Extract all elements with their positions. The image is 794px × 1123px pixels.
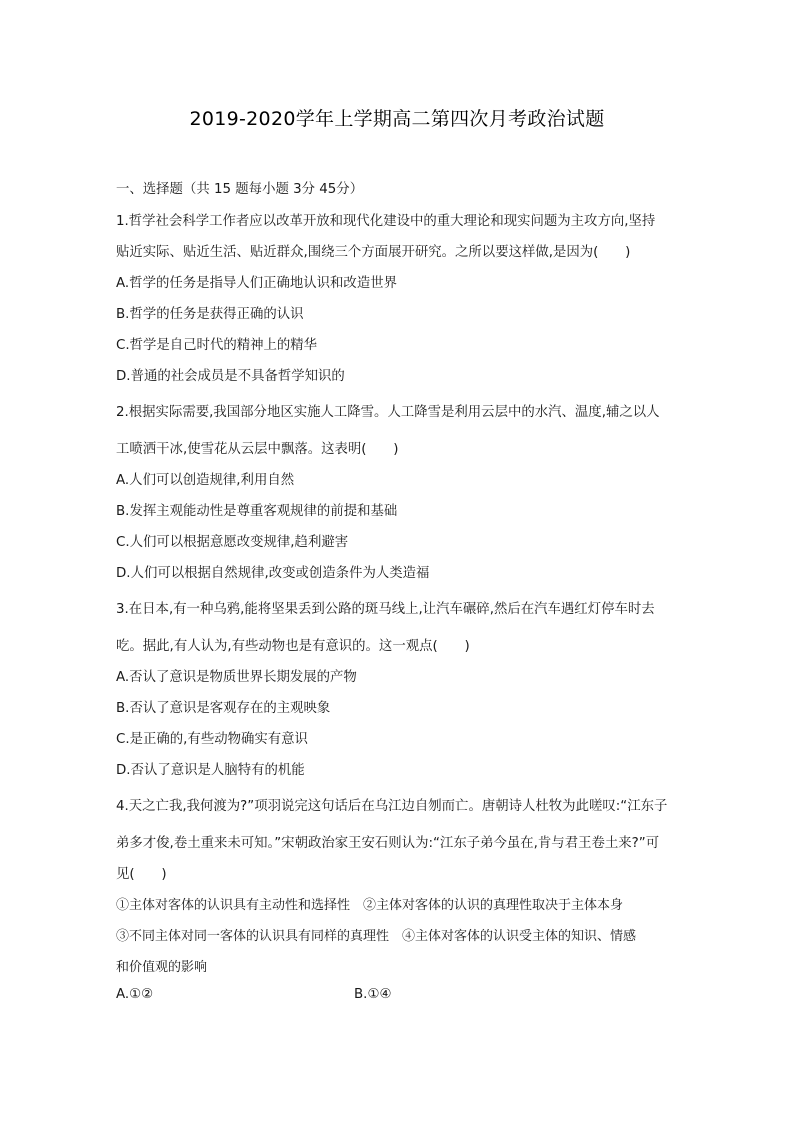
- question-2-stem-line-1: 2.根据实际需要,我国部分地区实施人工降雪。人工降雪是利用云层中的水汽、温度,辅之以人: [116, 405, 660, 420]
- question-3-stem-line-2: 吃。据此,有人认为,有些动物也是有意识的。这一观点( ): [116, 639, 470, 654]
- question-1-stem-line-1: 1.哲学社会科学工作者应以改革开放和现代化建设中的重大理论和现实问题为主攻方向,坚持: [116, 214, 656, 229]
- question-2-option-a: A.人们可以创造规律,利用自然: [116, 473, 295, 488]
- question-4-stem-line-2: 弟多才俊,卷土重来未可知。”宋朝政治家王安石则认为:“江东子弟今虽在,肯与君王卷土来?”可: [116, 836, 660, 851]
- question-4-statement-line-2: ③不同主体对同一客体的认识具有同样的真理性 ④主体对客体的认识受主体的知识、情感: [116, 929, 637, 944]
- section-heading: 一、选择题（共 15 题每小题 3分 45分）: [116, 182, 364, 197]
- exam-title: 2019-2020学年上学期高二第四次月考政治试题: [189, 108, 605, 130]
- question-1-option-d: D.普通的社会成员是不具备哲学知识的: [116, 369, 345, 384]
- question-4-stem-line-1: 4.天之亡我,我何渡为?”项羽说完这句话后在乌江边自刎而亡。唐朝诗人杜牧为此嗟叹:“江东子: [116, 799, 668, 814]
- question-3-option-c: C.是正确的,有些动物确实有意识: [116, 732, 308, 747]
- question-1-option-a: A.哲学的任务是指导人们正确地认识和改造世界: [116, 276, 397, 291]
- question-2-option-d: D.人们可以根据自然规律,改变或创造条件为人类造福: [116, 566, 430, 581]
- question-3-option-a: A.否认了意识是物质世界长期发展的产物: [116, 670, 357, 685]
- question-4-statement-line-1: ①主体对客体的认识具有主动性和选择性 ②主体对客体的认识的真理性取决于主体本身: [116, 898, 624, 913]
- question-4-stem-line-3: 见( ): [116, 867, 167, 882]
- question-3-stem-line-1: 3.在日本,有一种乌鸦,能将坚果丢到公路的斑马线上,让汽车碾碎,然后在汽车遇红灯停车时去: [116, 602, 655, 617]
- question-3-option-d: D.否认了意识是人脑特有的机能: [116, 763, 305, 778]
- question-4-options-row: [116, 987, 696, 1002]
- question-1-option-c: C.哲学是自己时代的精神上的精华: [116, 338, 318, 353]
- question-4-option-b: B.①④: [354, 987, 392, 1002]
- question-2-option-c: C.人们可以根据意愿改变规律,趋利避害: [116, 535, 349, 550]
- question-1-stem-line-2: 贴近实际、贴近生活、贴近群众,围绕三个方面展开研究。之所以要这样做,是因为( ): [116, 245, 631, 260]
- question-2-option-b: B.发挥主观能动性是尊重客观规律的前提和基础: [116, 504, 398, 519]
- question-4-statement-line-3: 和价值观的影响: [116, 960, 208, 975]
- question-4-option-a: A.①②: [116, 987, 154, 1002]
- question-2-stem-line-2: 工喷洒干冰,使雪花从云层中飘落。这表明( ): [116, 442, 399, 457]
- question-3-option-b: B.否认了意识是客观存在的主观映象: [116, 701, 331, 716]
- question-1-option-b: B.哲学的任务是获得正确的认识: [116, 307, 304, 322]
